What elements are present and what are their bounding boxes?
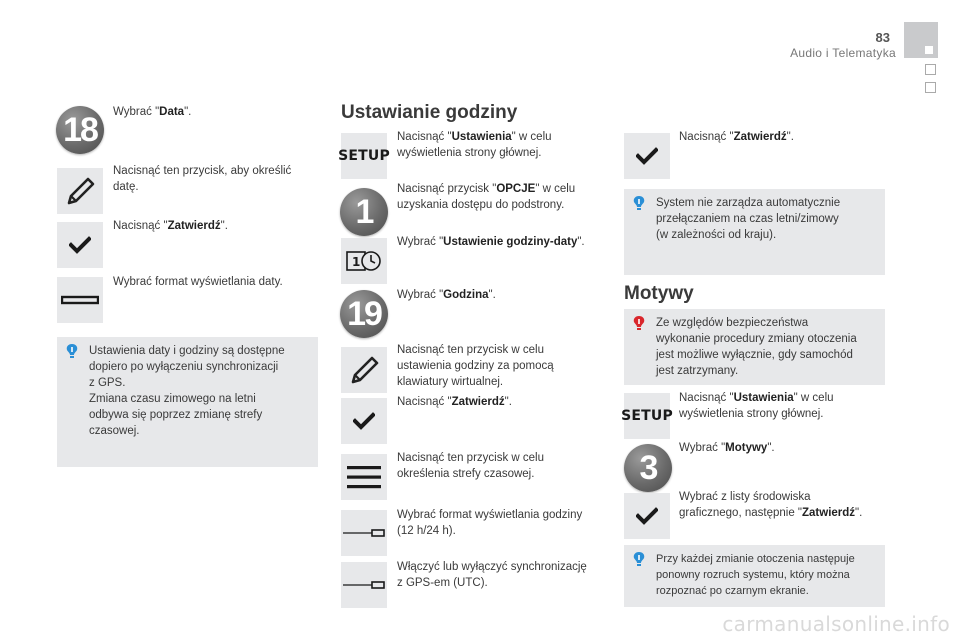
pencil-button[interactable] (57, 168, 103, 214)
step-setup: Nacisnąć "Ustawienia" w celu wyświetlenia strony głównej. (397, 131, 552, 159)
step-badge-19: 19 (340, 290, 388, 338)
check-icon (636, 507, 658, 525)
step-pencil-time: Nacisnąć ten przycisk w celu ustawienia godziny za pomocą klawiatury wirtualnej. (397, 344, 554, 388)
confirm-button[interactable] (624, 493, 670, 539)
setup-button[interactable] (338, 133, 390, 179)
tab-marker (925, 46, 933, 54)
check-icon (353, 412, 375, 430)
svg-text:1: 1 (352, 255, 361, 269)
step-badge-1: 1 (340, 188, 388, 236)
pencil-button[interactable] (341, 347, 387, 393)
confirm-button[interactable] (57, 222, 103, 268)
info-icon (632, 551, 646, 567)
step-list-confirm: Wybrać z listy środowiska graficznego, następnie "Zatwierdź". (679, 491, 863, 519)
chapter-box (925, 82, 936, 93)
section-title: Audio i Telematyka (790, 46, 896, 60)
slider-icon (342, 579, 386, 591)
info-icon (632, 195, 646, 211)
step-setup-themes: Nacisnąć "Ustawienia" w celu wyświetlenia strony głównej. (679, 392, 834, 420)
step-badge-18: 18 (56, 106, 104, 154)
info-note-sync (57, 337, 318, 467)
info-note-text: System nie zarządza automatycznie przełączaniem na czas letni/zimowy (w zależności od kraju). (656, 197, 841, 241)
step-confirm-time: Nacisnąć "Zatwierdź". (397, 396, 512, 408)
gps-sync-slider[interactable] (341, 562, 387, 608)
format-button[interactable] (57, 277, 103, 323)
list-bar-icon (61, 293, 99, 307)
step-timezone: Nacisnąć ten przycisk w celu określenia strefy czasowej. (397, 452, 544, 480)
calendar-clock-icon (346, 248, 382, 274)
page-number: 83 (875, 30, 890, 45)
step-options: Nacisnąć przycisk "OPCJE" w celu uzyskania dostępu do podstrony. (397, 183, 576, 211)
warning-note-text: Ze względów bezpieczeństwa wykonanie procedury zmiany otoczenia jest możliwe wyłącznie, gdy samochód jest zatrzymany. (656, 317, 857, 377)
timezone-button[interactable] (341, 454, 387, 500)
pencil-icon (347, 353, 381, 387)
step-date-format: Wybrać format wyświetlania daty. (113, 276, 283, 288)
setup-button[interactable] (621, 393, 673, 439)
info-icon (65, 343, 79, 359)
step-pencil-date: Nacisnąć ten przycisk, aby określić datę. (113, 165, 292, 193)
time-format-slider[interactable] (341, 510, 387, 556)
step-badge-3: 3 (624, 444, 672, 492)
step-confirm-date: Nacisnąć "Zatwierdź". (113, 220, 228, 232)
menu-icon (346, 462, 382, 492)
confirm-button[interactable] (624, 133, 670, 179)
setup-label: SETUP (621, 408, 673, 424)
check-icon (69, 236, 91, 254)
step-time-date: Wybrać "Ustawienie godziny-daty". (397, 236, 585, 248)
warning-note (624, 309, 885, 385)
info-note-dst (624, 189, 885, 275)
chapter-tab (904, 22, 938, 58)
section-heading-time: Ustawianie godziny (341, 102, 518, 123)
clock-date-button[interactable] (341, 238, 387, 284)
chapter-box (925, 64, 936, 75)
step-themes: Wybrać "Motywy". (679, 442, 775, 454)
watermark: carmanualsonline.info (722, 612, 950, 636)
section-heading-themes: Motywy (624, 283, 694, 304)
step-gps-sync: Włączyć lub wyłączyć synchronizację z GPS-em (UTC). (397, 561, 587, 589)
setup-label: SETUP (338, 148, 390, 164)
info-note-text: Ustawienia daty i godziny są dostępne dopiero po wyłączeniu synchronizacji z GPS. Zmiana czasu zimowego na letni odbywa się poprzez zmianę strefy czasowej. (89, 345, 285, 437)
slider-icon (342, 527, 386, 539)
step-hour: Wybrać "Godzina". (397, 289, 496, 301)
warning-icon (632, 315, 646, 331)
info-note-restart (624, 545, 885, 607)
step-time-format: Wybrać format wyświetlania godziny (12 h/24 h). (397, 509, 583, 537)
step-select-date: Wybrać "Data". (113, 106, 192, 118)
pencil-icon (63, 174, 97, 208)
step-confirm-right: Nacisnąć "Zatwierdź". (679, 131, 794, 143)
check-icon (636, 147, 658, 165)
info-note-text: Przy każdej zmianie otoczenia następuje ponowny rozruch systemu, który można rozpoznać po czarnym ekranie. (656, 553, 855, 597)
confirm-button[interactable] (341, 398, 387, 444)
